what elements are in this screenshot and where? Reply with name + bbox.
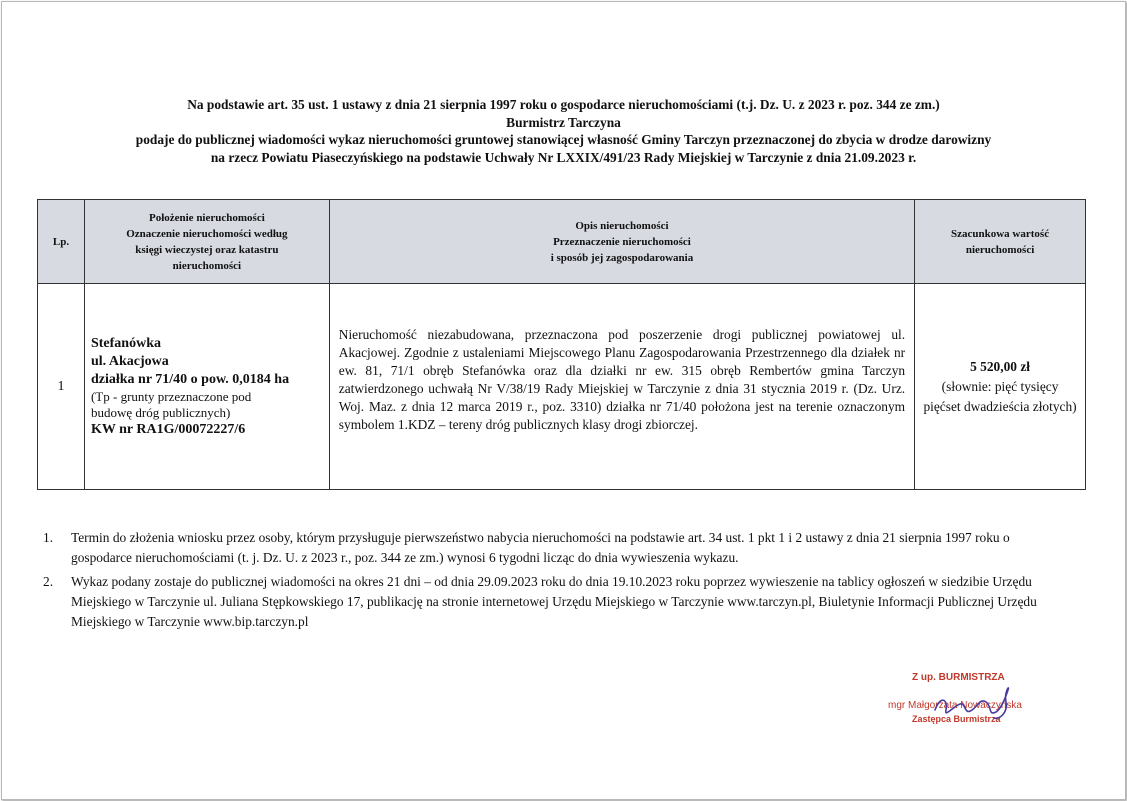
list-item: 1. Termin do złożenia wniosku przez osoby, którym przysługuje pierwszeństwo nabycia nieruchomości na podstawie art. 34 ust. 1 pkt 1 i 2 ustawy z dnia 21 sierpnia 1997 roku o gospodarce nieruchomościami (t. j. Dz. U. z 2023 r., poz. 344 ze zm.) wynosi 6 tygodni licząc do dnia wywieszenia wykazu. [43, 530, 1010, 565]
header-value: Szacunkowa wartość nieruchomości [915, 200, 1086, 284]
handwritten-signature-icon [930, 676, 1030, 726]
parcel-info: działka nr 71/40 o pow. 0,0184 ha [90, 371, 290, 387]
table-header-row [38, 200, 1086, 284]
row-number: 1 [38, 284, 85, 490]
resolution-line: na rzecz Powiatu Piaseczyńskiego na podstawie Uchwały Nr LXXIX/491/23 Rady Miejskiej w Tarczynie z dnia 21.09.2023 r. [210, 149, 917, 165]
legal-basis-line: Na podstawie art. 35 ust. 1 ustawy z dnia 21 sierpnia 1997 roku o gospodarce nieruchomościami (t.j. Dz. U. z 2023 r. poz. 344 ze zm.) [187, 97, 940, 112]
header-lp: Lp. [38, 200, 85, 284]
mayor-title: Burmistrz Tarczyna [506, 114, 621, 130]
document-header [20, 96, 1107, 166]
signature-stamp [880, 670, 1040, 730]
notes-list [43, 528, 1053, 636]
property-location [84, 284, 329, 490]
value-in-words: (słownie: pięć tysięcy pięćset dwadzieścia złotych) [923, 378, 1077, 414]
stamp-role: Zastępca Burmistrza [912, 714, 1001, 724]
property-value [915, 284, 1086, 490]
land-register-number: KW nr RA1G/00072227/6 [90, 421, 246, 437]
street-name: ul. Akacjowa [90, 353, 169, 369]
header-location: Położenie nieruchomości Oznaczenie nieruchomości według księgi wieczystej oraz katastru nieruchomości [84, 200, 329, 284]
header-description: Opis nieruchomości Przeznaczenie nieruchomości i sposób jej zagospodarowania [329, 200, 914, 284]
value-amount: 5 520,00 zł [970, 358, 1030, 374]
announcement-line: podaje do publicznej wiadomości wykaz nieruchomości gruntowej stanowiącej własność Gminy Tarczyn przeznaczonej do zbycia w drodze darowizny [135, 132, 992, 147]
place-name: Stefanówka [90, 335, 161, 351]
stamp-authority: Z up. BURMISTRZA [912, 672, 1005, 683]
property-table [37, 199, 1086, 490]
stamp-signatory: mgr Małgorzata Nowaczyńska [888, 700, 1022, 711]
land-use-note-1: (Tp - grunty przeznaczone pod [90, 388, 252, 404]
property-description: Nieruchomość niezabudowana, przeznaczona pod poszerzenie drogi publicznej powiatowej ul. Akacjowej. Zgodnie z ustaleniami Miejscowego Planu Zagospodarowania Przestrzennego dla działek nr ew. 81, 71/1 obręb Stefanówka oraz dla działki nr ew. 315 obręb Rembertów gmina Tarczyn zatwierdzonego uchwałą Nr V/38/19 Rady Miejskiej w Tarczynie z dnia 31 stycznia 2019 r. (Dz. Urz. Woj. Maz. z dnia 12 marca 2019 r., poz. 3310) działka nr 71/40 położona jest na terenie oznaczonym symbolem 1.KDZ – tereny dróg publicznych klasy drogi zbiorczej. [329, 284, 914, 490]
table-row [38, 284, 1086, 490]
list-item: 2. Wykaz podany zostaje do publicznej wiadomości na okres 21 dni – od dnia 29.09.2023 roku do dnia 19.10.2023 roku poprzez wywieszenie na tablicy ogłoszeń w siedzibie Urzędu Miejskiego w Tarczynie ul. Juliana Stępkowskiego 17, publikację na stronie internetowej Urzędu Miejskiego w Tarczynie www.tarczyn.pl, Biuletynie Informacji Publicznej Urzędu Miejskiego w Tarczynie www.bip.tarczyn.pl [43, 574, 1037, 629]
land-use-note-2: budowę dróg publicznych) [90, 404, 231, 420]
